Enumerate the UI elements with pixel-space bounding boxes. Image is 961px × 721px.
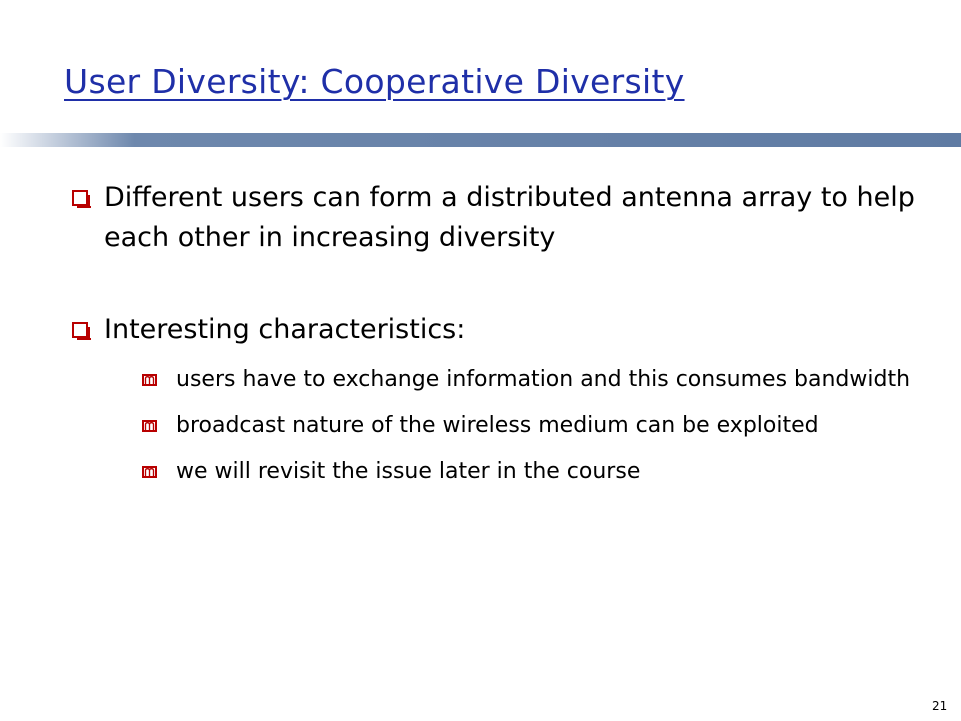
sub-bullet-item: [142, 410, 932, 442]
m-shaped-bullet-icon: [142, 466, 157, 478]
bullet-item: [72, 178, 932, 258]
page-number: 21: [932, 699, 948, 713]
slide-content: [72, 178, 932, 502]
sub-bullet-item: [142, 364, 932, 396]
sub-bullet-text: users have to exchange information and this consumes bandwidth: [176, 367, 911, 392]
sub-bullet-item: [142, 456, 932, 488]
bullet-item: [72, 310, 932, 488]
slide-title: User Diversity: Cooperative Diversity: [64, 62, 685, 101]
sub-bullet-text: broadcast nature of the wireless medium can be exploited: [176, 413, 819, 438]
title-divider: [0, 133, 961, 147]
m-shaped-bullet-icon: [142, 374, 157, 386]
box-bullet-icon: [72, 190, 88, 206]
sub-bullet-text: we will revisit the issue later in the course: [176, 459, 641, 484]
bullet-text: Different users can form a distributed antenna array to help each other in increasing diversity: [104, 182, 915, 253]
box-bullet-icon: [72, 322, 88, 338]
sub-bullet-list: [142, 364, 932, 488]
m-shaped-bullet-icon: [142, 420, 157, 432]
bullet-text: Interesting characteristics:: [104, 314, 466, 345]
